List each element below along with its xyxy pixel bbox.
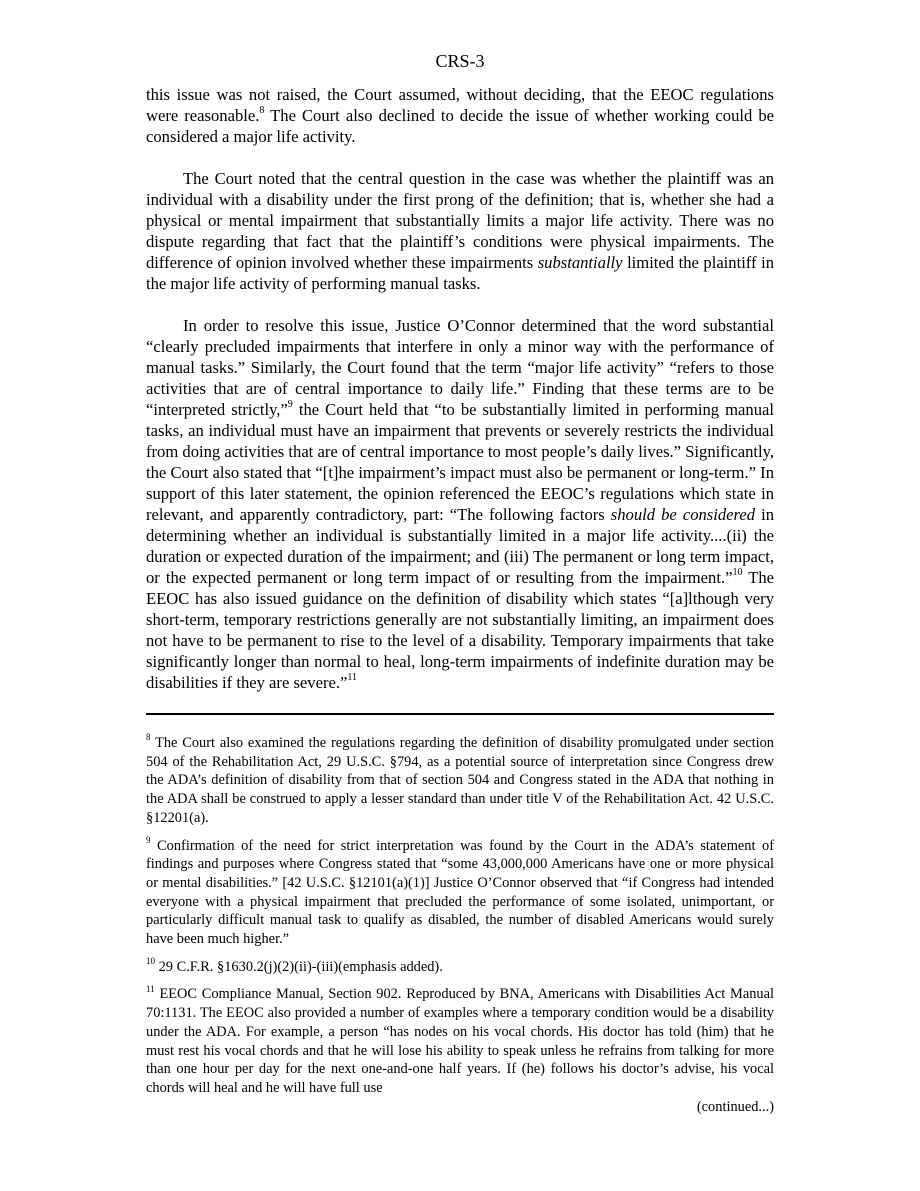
footnote-11 — [146, 985, 774, 1097]
footnote-number: 8 — [146, 732, 151, 743]
text-run: In order to resolve this issue, Justice O’Connor determined that the word substantial “clearly precluded impairments that interfere in only a minor way with the performance of manual tasks.” Similarly, the Court found that the term “major life activity” “refers to those activities that are of central importance to daily life.” Finding that these terms are to be “interpreted strictly,” — [146, 316, 774, 419]
text-run: The Court also declined to decide the issue of whether working could be considered a major life activity. — [146, 106, 774, 146]
document-page — [146, 50, 774, 1116]
footnote-text: The Court also examined the regulations regarding the definition of disability promulgated under section 504 of the Rehabilitation Act, 29 U.S.C. §794, as a potential source of interpretation since Congress drew the ADA’s definition of disability from that of section 504 and Congress stated in the ADA that nothing in the ADA shall be construed to apply a lesser standard than under title V of the Rehabilitation Act. 42 U.S.C. §12201(a). — [146, 735, 774, 826]
footnote-number: 9 — [146, 834, 151, 845]
text-run: the Court held that “to be substantially limited in performing manual tasks, an individual must have an impairment that prevents or severely restricts the individual from doing activities that are of central importance to most people’s daily lives.” Significantly, the Court also stated that “[t]he impairment’s impact must also be permanent or long-term.” In support of this later statement, the opinion referenced the EEOC’s regulations which state in relevant, and apparently contradictory, part: “The following factors — [146, 400, 774, 524]
footnote-separator — [146, 713, 774, 715]
footnote-ref-9[interactable]: 9 — [287, 399, 293, 411]
emphasis-text: substantially — [537, 253, 623, 272]
footnote-ref-11[interactable]: 11 — [347, 672, 357, 684]
footnote-text: 29 C.F.R. §1630.2(j)(2)(ii)-(iii)(emphasis added). — [158, 958, 443, 975]
page-number: CRS-3 — [435, 51, 485, 71]
text-run: limited the plaintiff in the major life activity of performing manual tasks. — [146, 253, 774, 293]
footnote-text: Confirmation of the need for strict interpretation was found by the Court in the ADA’s statement of findings and purposes where Congress stated that “some 43,000,000 Americans have one or more physical or mental disabilities.” [42 U.S.C. §12101(a)(1)] Justice O’Connor observed that “if Congress had intended everyone with a physical impairment that precluded the performance of some isolated, unimportant, or particularly difficult manual task to qualify as disabled, the number of disabled Americans would surely have been much higher.” — [146, 837, 774, 948]
footnote-ref-10[interactable]: 10 — [732, 567, 743, 579]
footnote-ref-8[interactable]: 8 — [259, 105, 265, 117]
body-paragraph-1 — [146, 84, 774, 147]
text-run: The Court noted that the central question in the case was whether the plaintiff was an individual with a disability under the first prong of the definition; that is, whether she had a physical or mental impairment that substantially limits a major life activity. There was no dispute regarding that fact that the plaintiff’s conditions were physical impairments. The difference of opinion involved whether these impairments — [146, 169, 774, 272]
continued-note: (continued...) — [696, 1098, 774, 1115]
text-run: in determining whether an individual is substantially limited in a major life activity....(ii) the duration or expected duration of the impairment; and (iii) The permanent or long term impact, or the expected permanent or long term impact of or resulting from the impairment.” — [146, 505, 774, 587]
body-paragraph-3 — [146, 315, 774, 693]
body-paragraph-2 — [146, 168, 774, 294]
footnote-number: 11 — [146, 983, 155, 994]
footnote-10 — [146, 955, 774, 977]
footnote-text: EEOC Compliance Manual, Section 902. Reproduced by BNA, Americans with Disabilities Act Manual 70:1131. The EEOC also provided a number of examples where a temporary condition would be a disability under the ADA. For example, a person “has nodes on his vocal chords. His doctor has told (him) that he must rest his vocal chords and that he will lose his ability to speak unless he refrains from talking for more than one hour per day for the next one-and-one half years. If (he) follows his doctor’s advise, his vocal chords will heal and he will have full use — [146, 986, 775, 1096]
footnote-number: 10 — [146, 955, 155, 966]
text-run: The EEOC has also issued guidance on the definition of disability which states “[a]lthough very short-term, temporary restrictions generally are not substantially limiting, an impairment does not have to be permanent to rise to the level of a disability. Temporary impairments that take significantly longer than normal to heal, long-term impairments of indefinite duration may be disabilities if they are severe.” — [146, 568, 775, 692]
footnote-8 — [146, 734, 774, 828]
text-run: this issue was not raised, the Court assumed, without deciding, that the EEOC regulations were reasonable. — [146, 85, 774, 125]
footnote-9 — [146, 834, 774, 949]
emphasis-text: should be considered — [610, 505, 756, 524]
